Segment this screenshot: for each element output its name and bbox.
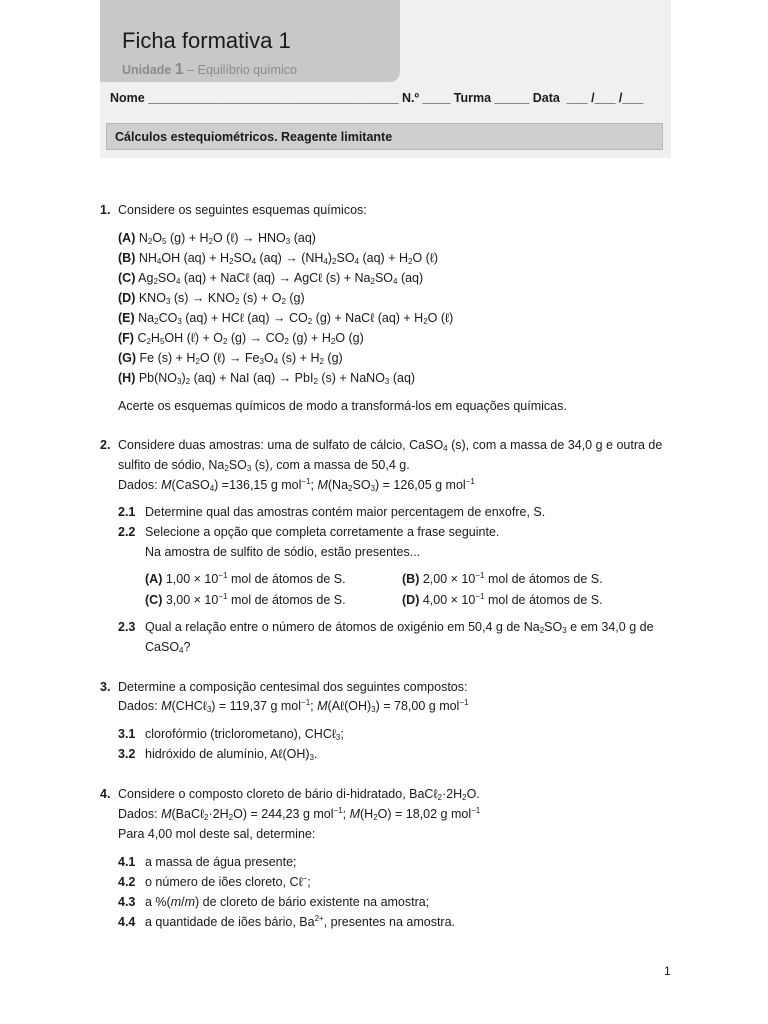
equation-g: (G) Fe $(s) + H_2O$ (ℓ) → $Fe_3O_4$ $(s) + H_2$ (g)	[118, 351, 343, 366]
subquestion-2-1-text: Determine qual das amostras contém maior percentagem de enxofre, S.	[145, 505, 546, 519]
topic-bar	[106, 123, 663, 150]
subquestion-4-4-number: 4.4	[118, 915, 136, 929]
unit-label: Unidade	[122, 63, 172, 77]
option-d-value: 4,00	[422, 593, 448, 607]
option-b-value: 2,00	[422, 572, 448, 586]
equation-h-label: (H)	[118, 371, 136, 385]
subquestion-4-3-text: a %(m/m) de cloreto de bário existente na amostra;	[145, 895, 430, 909]
subquestion-2-2-text: Selecione a opção que completa corretamente a frase seguinte.	[145, 525, 500, 539]
unit-topic: – Equilíbrio químico	[183, 63, 297, 77]
topic-title: Cálculos estequiométricos. Reagente limitante	[115, 130, 393, 144]
subquestion-4-1-number: 4.1	[118, 855, 136, 869]
subquestion-2-3-formula: CaSO$_4$?	[145, 640, 191, 655]
question-4-given: Para 4,00 mol deste sal, determine:	[118, 827, 316, 841]
option-a-unit: mol de átomos de S.	[230, 572, 346, 586]
option-b-unit: mol de átomos de S.	[487, 572, 603, 586]
option-b: (B) $2,00 \times 10^{-1}$ mol de átomos de S.	[402, 571, 603, 586]
question-3-data: Dados: M(CHCℓ$_3$) = 119,37 g mol$^{-1}$; $M(A\ell(OH)_3) = 78,00$ g mol$^{-1}$	[118, 698, 469, 714]
subquestion-4-3-number: 4.3	[118, 895, 136, 909]
option-c: (C) $3,00 \times 10^{-1}$ mol de átomos de S.	[145, 592, 346, 607]
equation-g-label: (G)	[118, 351, 137, 365]
option-c-label: (C)	[145, 593, 163, 607]
question-2-text-d: SO	[228, 458, 247, 472]
equation-e: (E) $Na_2CO_3$ (aq) + HCℓ $(aq) \to CO_2$ (g) + NaCℓ $(aq) + H_2O$ (ℓ)	[118, 311, 454, 326]
subquestion-2-3-text: Qual a relação entre o número de átomos de oxigénio em 50,4 g de $Na_2SO_3$ e em 34,0 g de	[145, 620, 654, 635]
subquestion-2-1-number: 2.1	[118, 505, 136, 519]
subquestion-3-1-text: clorofórmio (triclorometano), CHCℓ$_3$;	[145, 727, 344, 742]
option-b-label: (B)	[402, 572, 420, 586]
question-2-data-label: Dados:	[118, 478, 162, 492]
option-d-label: (D)	[402, 593, 420, 607]
question-3-intro: Determine a composição centesimal dos seguintes compostos:	[118, 680, 468, 694]
question-2-line-1: Considere duas amostras: uma de sulfato de cálcio, CaSO$_4$ (s), com a massa de 34,0 g e outra de	[118, 438, 663, 453]
question-2-text-c: sulfito de sódio, Na	[118, 458, 225, 472]
subquestion-4-4-text: a quantidade de iões bário, $Ba^{2+}$, presentes na amostra.	[145, 914, 456, 929]
question-4-intro-text: Considere o composto cloreto de bário di-hidratado, BaC	[118, 787, 434, 801]
question-2-text-e: (s), com a massa de 50,4 g.	[251, 458, 410, 472]
option-a-label: (A)	[145, 572, 163, 586]
equation-h: (H) $Pb(NO_3)_2$ (aq) + NaI (aq) → PbI$_2$ (s) + NaNO$_3$ (aq)	[118, 371, 416, 386]
equation-d: (D) $KNO_3$ $(s) \to KNO_2$ $(s) + O_2$ (g)	[118, 291, 305, 306]
question-2-text-b: (s), com a massa de 34,0 g e outra de	[447, 438, 663, 452]
subquestion-4-2-text-a: o número de iões cloreto, C	[145, 875, 299, 889]
page-number: 1	[664, 964, 671, 978]
equation-b: (B) $NH_4OH$ $(aq) + H_2SO_4$ $(aq) \to (NH_4)_2SO_4$ $(aq) + H_2O$ (ℓ)	[118, 251, 439, 266]
question-3-number: 3.	[100, 680, 111, 694]
subquestion-4-4-text-a: a quantidade de iões bário, Ba	[145, 915, 315, 929]
equation-c: (C) $Ag_2SO_4$ (aq) + NaCℓ (aq) → AgCℓ $(s) + Na_2SO_4$ (aq)	[118, 271, 424, 286]
unit-subtitle	[122, 61, 297, 79]
question-1-instruction: Acerte os esquemas químicos de modo a transformá-los em equações químicas.	[118, 399, 567, 413]
question-2-data: Dados: M(CaSO$_4$) =136,15 g mol$^{-1}$; $M(Na_2SO_3) = 126,05$ g mol$^{-1}$	[118, 477, 475, 493]
subquestion-2-3-number: 2.3	[118, 620, 136, 634]
equation-c-label: (C)	[118, 271, 136, 285]
question-2-number: 2.	[100, 438, 111, 452]
equation-a-label: (A)	[118, 231, 136, 245]
option-c-unit: mol de átomos de S.	[230, 593, 346, 607]
page-title: Ficha formativa 1	[122, 28, 291, 53]
option-c-value: 3,00	[165, 593, 191, 607]
subquestion-4-2-text: o número de iões cloreto, Cℓ−;	[145, 874, 311, 889]
subquestion-2-3-text-a: Qual a relação entre o número de átomos de oxigénio em 50,4 g de Na	[145, 620, 540, 634]
option-a-value: 1,00	[165, 572, 191, 586]
option-a: (A) $1,00 \times 10^{-1}$ mol de átomos de S.	[145, 571, 346, 586]
subquestion-3-2-number: 3.2	[118, 747, 136, 761]
subquestion-3-1-text-a: clorofórmio (triclorometano), CHC	[145, 727, 332, 741]
option-d-unit: mol de átomos de S.	[487, 593, 603, 607]
subquestion-2-2-number: 2.2	[118, 525, 136, 539]
subquestion-4-3-text-a: de cloreto de bário existente na amostra;	[202, 895, 430, 909]
question-2-line-2: sulfito de sódio, $Na_2SO_3$ (s), com a massa de 50,4 g.	[118, 458, 410, 473]
subquestion-2-3-text-b: e em 34,0 g de	[566, 620, 654, 634]
equation-b-label: (B)	[118, 251, 136, 265]
equation-f-label: (F)	[118, 331, 134, 345]
subquestion-3-2-text-a: hidróxido de alumínio, A	[145, 747, 279, 761]
question-1-intro: Considere os seguintes esquemas químicos:	[118, 203, 367, 217]
equation-e-label: (E)	[118, 311, 135, 325]
question-4-intro: Considere o composto cloreto de bário di-hidratado, $BaC\ell_2\cdot 2H_2O$.	[118, 787, 480, 802]
unit-number: 1	[174, 61, 184, 78]
subquestion-3-1-number: 3.1	[118, 727, 136, 741]
equation-f: (F) $C_2H_5OH$ (ℓ) + $O_2$ $(g) \to CO_2$ $(g) + H_2O$ (g)	[118, 331, 364, 346]
option-d: (D) $4,00 \times 10^{-1}$ mol de átomos de S.	[402, 592, 603, 607]
subquestion-4-2-number: 4.2	[118, 875, 136, 889]
student-info-line: Nome ____________________________________ N.º ____ Turma _____ Data ___ /___ /___	[110, 91, 644, 105]
subquestion-4-4-text-b: , presentes na amostra.	[323, 915, 456, 929]
question-1-number: 1.	[100, 203, 111, 217]
subquestion-3-2-text: hidróxido de alumínio, $A\ell(OH)_3$.	[145, 747, 318, 762]
equation-d-label: (D)	[118, 291, 136, 305]
question-4-data: Dados: $M(BaC\ell_2\cdot 2H_2O) = 244,23$ g mol$^{-1}$; $M(H_2O) = 18,02$ g mol$^{-1}$	[118, 806, 481, 822]
subquestion-2-2-sentence: Na amostra de sulfito de sódio, estão presentes...	[145, 545, 421, 559]
question-2-text-a: Considere duas amostras: uma de sulfato de cálcio, CaSO	[118, 438, 444, 452]
subquestion-4-1-text: a massa de água presente;	[145, 855, 297, 869]
question-4-number: 4.	[100, 787, 111, 801]
equation-a: (A) $N_2O_5$ $(g) + H_2O$ (ℓ) → $HNO_3$ (aq)	[118, 231, 316, 246]
